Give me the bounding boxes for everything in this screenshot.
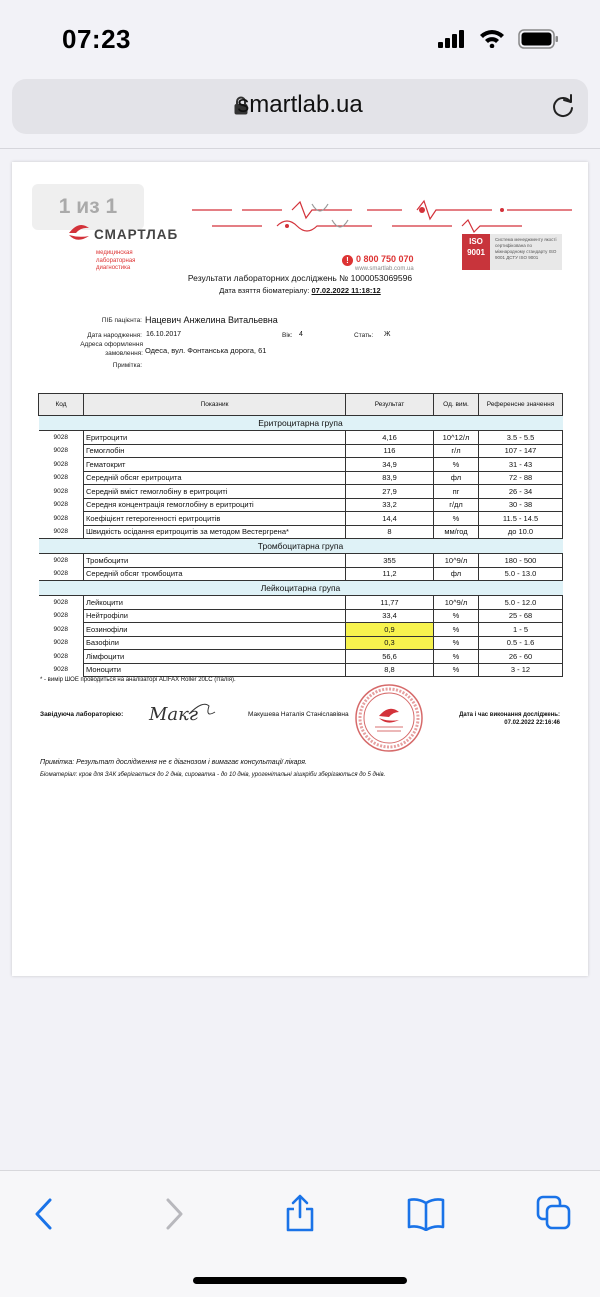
disclaimer-note: Примітка: Результат дослідження не є діагнозом і вимагає консультації лікаря. bbox=[40, 759, 307, 766]
cell-code: 9028 bbox=[39, 512, 84, 526]
table-row bbox=[39, 471, 563, 485]
share-icon[interactable] bbox=[284, 1193, 316, 1233]
cell-reference: 72 - 88 bbox=[479, 471, 563, 485]
head-label: Завідуюча лабораторією: bbox=[40, 711, 124, 718]
reload-icon[interactable] bbox=[550, 93, 576, 119]
cell-unit: г/дл bbox=[434, 498, 479, 512]
group-row bbox=[39, 539, 563, 554]
address-label: Адреса оформлення замовлення: bbox=[80, 341, 143, 357]
svg-text:Макг: Макг bbox=[149, 704, 199, 725]
cell-unit: % bbox=[434, 609, 479, 623]
col-code: Код bbox=[39, 394, 84, 416]
cell-indicator: Середній вміст гемоглобіну в еритроциті bbox=[84, 485, 346, 499]
cell-indicator: Нейтрофіли bbox=[84, 609, 346, 623]
group-row bbox=[39, 416, 563, 431]
cell-reference: 25 - 68 bbox=[479, 609, 563, 623]
cell-indicator: Коефіцієнт гетерогенності еритроцитів bbox=[84, 512, 346, 526]
cell-indicator: Гемоглобін bbox=[84, 444, 346, 458]
cell-unit: фл bbox=[434, 471, 479, 485]
cell-result: 0,9 bbox=[346, 623, 434, 637]
iso-certification bbox=[462, 234, 562, 270]
cell-unit: % bbox=[434, 636, 479, 650]
table-row bbox=[39, 485, 563, 499]
cell-result: 33,2 bbox=[346, 498, 434, 512]
decorative-waveform-icon bbox=[192, 198, 572, 238]
cell-unit: 10^9/л bbox=[434, 554, 479, 568]
cell-reference: 26 - 60 bbox=[479, 650, 563, 664]
cell-indicator: Середня концентрація гемоглобіну в еритроциті bbox=[84, 498, 346, 512]
cell-code: 9028 bbox=[39, 471, 84, 485]
cell-code: 9028 bbox=[39, 525, 84, 539]
cell-reference: 5.0 - 13.0 bbox=[479, 567, 563, 581]
cell-unit: мм/год bbox=[434, 525, 479, 539]
cell-reference: 26 - 34 bbox=[479, 485, 563, 499]
divider bbox=[0, 148, 600, 149]
cell-unit: % bbox=[434, 663, 479, 677]
sex-value: Ж bbox=[384, 331, 391, 338]
cell-indicator: Лімфоцити bbox=[84, 650, 346, 664]
iso-text: Система менеджменту якості сертифікована по міжнародному стандарту ISO 9001 ДСТУ ISO 9001 bbox=[495, 237, 557, 260]
cell-result: 14,4 bbox=[346, 512, 434, 526]
cell-unit: % bbox=[434, 512, 479, 526]
cell-reference: 1 - 5 bbox=[479, 623, 563, 637]
cell-code: 9028 bbox=[39, 650, 84, 664]
cell-result: 4,16 bbox=[346, 431, 434, 445]
age-value: 4 bbox=[299, 331, 303, 338]
col-unit: Од. вим. bbox=[434, 394, 479, 416]
pdf-page[interactable] bbox=[12, 162, 588, 976]
cell-unit: 10^12/л bbox=[434, 431, 479, 445]
cell-unit: % bbox=[434, 623, 479, 637]
cell-result: 355 bbox=[346, 554, 434, 568]
cell-reference: 3 - 12 bbox=[479, 663, 563, 677]
cell-indicator: Тромбоцити bbox=[84, 554, 346, 568]
cell-code: 9028 bbox=[39, 498, 84, 512]
dob-label: Дата народження: bbox=[87, 332, 142, 339]
cell-indicator: Еритроцити bbox=[84, 431, 346, 445]
wifi-icon bbox=[478, 28, 506, 48]
col-indicator: Показник bbox=[84, 394, 346, 416]
logo-tagline: медицинская лабораторная диагностика bbox=[96, 250, 136, 271]
group-title: Лейкоцитарна група bbox=[39, 581, 563, 596]
signature bbox=[145, 700, 217, 726]
cell-indicator: Лейкоцити bbox=[84, 596, 346, 610]
battery-icon bbox=[518, 29, 560, 49]
info-icon: ! bbox=[342, 255, 353, 266]
iso-badge: ISO 9001 bbox=[462, 234, 490, 270]
back-icon[interactable] bbox=[30, 1197, 58, 1231]
group-title: Еритроцитарна група bbox=[39, 416, 563, 431]
cell-reference: 30 - 38 bbox=[479, 498, 563, 512]
sample-date-value: 07.02.2022 11:18:12 bbox=[311, 286, 381, 295]
table-row bbox=[39, 623, 563, 637]
cell-result: 34,9 bbox=[346, 458, 434, 472]
page-indicator-text: 1 из 1 bbox=[58, 195, 118, 218]
url-text[interactable]: smartlab.ua bbox=[237, 91, 363, 118]
document-title: Результати лабораторних досліджень № 1000053069596 bbox=[187, 273, 413, 283]
forward-icon[interactable] bbox=[160, 1197, 188, 1231]
sample-date bbox=[12, 286, 588, 295]
lab-phone bbox=[342, 254, 414, 266]
cell-result: 116 bbox=[346, 444, 434, 458]
table-row bbox=[39, 512, 563, 526]
cell-result: 83,9 bbox=[346, 471, 434, 485]
completed-value: 07.02.2022 22:16:46 bbox=[504, 720, 560, 726]
table-row bbox=[39, 663, 563, 677]
results-table bbox=[38, 393, 563, 677]
smartlab-logo-icon bbox=[67, 222, 91, 244]
cell-result: 0,3 bbox=[346, 636, 434, 650]
col-result: Результат bbox=[346, 394, 434, 416]
lab-phone-text: 0 800 750 070 bbox=[356, 254, 414, 264]
table-row bbox=[39, 431, 563, 445]
cell-code: 9028 bbox=[39, 596, 84, 610]
tabs-icon[interactable] bbox=[536, 1195, 572, 1231]
cell-indicator: Базофіли bbox=[84, 636, 346, 650]
cell-code: 9028 bbox=[39, 458, 84, 472]
cell-reference: 0.5 - 1.6 bbox=[479, 636, 563, 650]
cell-indicator: Гематокрит bbox=[84, 458, 346, 472]
table-row bbox=[39, 609, 563, 623]
dob-value: 16.10.2017 bbox=[146, 331, 182, 338]
cell-code: 9028 bbox=[39, 623, 84, 637]
logo-name: СМАРТЛАБ bbox=[94, 227, 179, 242]
cell-reference: 11.5 - 14.5 bbox=[479, 512, 563, 526]
cell-unit: г/л bbox=[434, 444, 479, 458]
cell-unit: % bbox=[434, 650, 479, 664]
cell-code: 9028 bbox=[39, 567, 84, 581]
cell-reference: 31 - 43 bbox=[479, 458, 563, 472]
group-title: Тромбоцитарна група bbox=[39, 539, 563, 554]
cell-result: 8,8 bbox=[346, 663, 434, 677]
age-label: Вік: bbox=[282, 332, 293, 339]
footnote: * - вимір ШОЕ проводиться на аналізаторі ALIFAX Roller 20LC (Італія). bbox=[40, 677, 236, 683]
cell-result: 8 bbox=[346, 525, 434, 539]
cell-result: 11,77 bbox=[346, 596, 434, 610]
cell-code: 9028 bbox=[39, 485, 84, 499]
cell-indicator: Середній обсяг еритроцита bbox=[84, 471, 346, 485]
cell-result: 11,2 bbox=[346, 567, 434, 581]
cellular-signal-icon bbox=[438, 30, 466, 48]
col-reference: Референсне значення bbox=[479, 394, 563, 416]
lab-stamp-icon bbox=[353, 682, 425, 754]
cell-unit: % bbox=[434, 458, 479, 472]
sex-label: Стать: bbox=[354, 332, 374, 339]
cell-indicator: Еозинофіли bbox=[84, 623, 346, 637]
cell-indicator: Швидкість осідання еритроцитів за методом Вестергрена* bbox=[84, 525, 346, 539]
cell-code: 9028 bbox=[39, 636, 84, 650]
sample-date-label: Дата взяття біоматеріалу: bbox=[219, 286, 310, 295]
cell-reference: 5.0 - 12.0 bbox=[479, 596, 563, 610]
cell-indicator: Моноцити bbox=[84, 663, 346, 677]
storage-note: Біоматеріал: кров для ЗАК зберігається до 2 днів, сироватка - до 10 днів, урогенітальні зішкрiби зберігаються до 5 днів. bbox=[40, 772, 386, 778]
cell-code: 9028 bbox=[39, 663, 84, 677]
table-row bbox=[39, 636, 563, 650]
address-value: Одеса, вул. Фонтанська дорога, 61 bbox=[145, 346, 267, 355]
cell-reference: 107 - 147 bbox=[479, 444, 563, 458]
table-row bbox=[39, 650, 563, 664]
patient-name-label: ПІБ пацієнта: bbox=[101, 317, 142, 324]
table-row bbox=[39, 554, 563, 568]
table-row bbox=[39, 498, 563, 512]
cell-indicator: Середній обсяг тромбоцита bbox=[84, 567, 346, 581]
cell-reference: до 10.0 bbox=[479, 525, 563, 539]
results-body bbox=[39, 416, 563, 677]
cell-code: 9028 bbox=[39, 554, 84, 568]
cell-unit: 10^9/л bbox=[434, 596, 479, 610]
completed-label: Дата і час виконання досліджень: bbox=[459, 712, 560, 718]
cell-result: 33,4 bbox=[346, 609, 434, 623]
cell-code: 9028 bbox=[39, 444, 84, 458]
cell-reference: 3.5 - 5.5 bbox=[479, 431, 563, 445]
status-time: 07:23 bbox=[62, 24, 131, 54]
cell-reference: 180 - 500 bbox=[479, 554, 563, 568]
table-row bbox=[39, 596, 563, 610]
cell-result: 27,9 bbox=[346, 485, 434, 499]
lab-site: www.smartlab.com.ua bbox=[355, 266, 414, 272]
table-row bbox=[39, 444, 563, 458]
table-row bbox=[39, 458, 563, 472]
patient-name: Нацевич Анжелина Витальевна bbox=[145, 315, 278, 325]
cell-result: 56,6 bbox=[346, 650, 434, 664]
note-label: Примітка: bbox=[112, 362, 142, 369]
bookmarks-icon[interactable] bbox=[406, 1197, 446, 1231]
address-bar[interactable] bbox=[12, 79, 588, 134]
cell-code: 9028 bbox=[39, 431, 84, 445]
cell-code: 9028 bbox=[39, 609, 84, 623]
status-bar bbox=[0, 0, 600, 80]
home-indicator[interactable] bbox=[193, 1277, 407, 1284]
table-row bbox=[39, 525, 563, 539]
head-name: Макушева Наталія Станіславівна bbox=[248, 711, 349, 718]
group-row bbox=[39, 581, 563, 596]
table-row bbox=[39, 567, 563, 581]
table-header-row bbox=[39, 394, 563, 416]
cell-unit: пг bbox=[434, 485, 479, 499]
cell-unit: фл bbox=[434, 567, 479, 581]
